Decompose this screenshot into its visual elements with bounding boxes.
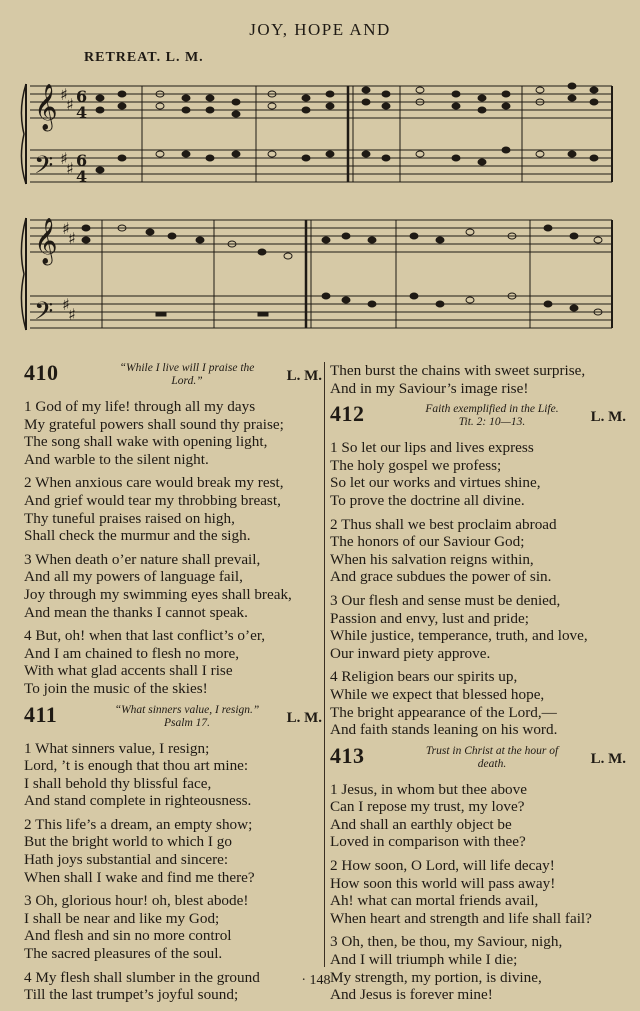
music-score: [0, 70, 640, 360]
verse-line: 1 So let our lips and lives express: [330, 439, 534, 457]
verse-line: So let our works and virtues shine,: [330, 474, 541, 492]
bass-staff-1: [30, 150, 612, 182]
verse-line: But the bright world to which I go: [24, 833, 232, 851]
hymn-number: 412: [330, 401, 365, 427]
svg-text:♯: ♯: [62, 219, 70, 238]
verse-line: With what glad accents shall I rise: [24, 662, 233, 680]
verse-line: Joy through my swimming eyes shall break,: [24, 585, 292, 603]
stanza: [24, 816, 322, 886]
stanza: [330, 781, 626, 851]
running-head: JOY, HOPE AND: [249, 20, 391, 39]
svg-text:♯: ♯: [66, 95, 74, 114]
verse-line: Hath joys substantial and sincere:: [24, 851, 229, 869]
hymn-number: 410: [24, 360, 59, 385]
hymn-meter: L. M.: [286, 368, 322, 384]
verse-line: And I will triumph while I die;: [330, 951, 518, 969]
verse-line: Till the last trumpet’s joyful sound;: [24, 986, 239, 1004]
verse-line: And shall an earthly object be: [330, 815, 512, 833]
verse-line: 2 When anxious care would break my rest,: [24, 474, 284, 492]
tune-heading: RETREAT. L. M.: [84, 50, 204, 65]
stanza: [24, 398, 322, 468]
stanza: [24, 740, 322, 810]
verse-line: The holy gospel we profess;: [330, 456, 502, 474]
stanza: [330, 933, 626, 1003]
verse-line: When shall I wake and find me there?: [24, 868, 255, 886]
verse-line: And flesh and sin no more control: [24, 927, 232, 945]
hymn-title: “While I live will I praise the Lord.”: [119, 362, 255, 387]
verse-line: Our inward piety approve.: [330, 644, 491, 662]
verse-line: 2 Thus shall we best proclaim abroad: [330, 515, 557, 533]
treble-staff-2: [30, 220, 612, 252]
svg-text:4: 4: [76, 103, 88, 122]
verse-line: While we expect that blessed hope,: [330, 685, 545, 703]
verse-line: How soon this world will pass away!: [330, 874, 556, 892]
verse-line: And grace subdues the power of sin.: [330, 568, 552, 586]
stanza: [330, 439, 626, 509]
hymn-meter: L. M.: [286, 709, 322, 726]
verse-line: Lord, ’t is enough that thou art mine:: [24, 757, 249, 775]
verse-line: 3 Oh, glorious hour! oh, blest abode!: [24, 892, 249, 910]
verse-line: 4 But, oh! when that last conflict’s o’er,: [24, 627, 266, 645]
hymn-meter: L. M.: [590, 409, 626, 426]
verse-line: 2 This life’s a dream, an empty show;: [24, 815, 253, 833]
verse-line: My grateful powers shall sound thy praise;: [24, 415, 284, 433]
verse-line: While justice, temperance, truth, and love,: [330, 627, 588, 645]
stanza: [24, 474, 322, 544]
verse-line: The sacred pleasures of the soul.: [24, 945, 223, 963]
verse-line: 3 Our flesh and sense must be denied,: [330, 591, 561, 609]
verse-line: 1 God of my life! through all my days: [24, 398, 256, 415]
verse-line: Then burst the chains with sweet surprise,: [330, 362, 586, 379]
verse-line: The bright appearance of the Lord,—: [330, 703, 557, 721]
verse-line: 1 What sinners value, I resign;: [24, 739, 210, 757]
hymn-number: 413: [330, 742, 365, 768]
clefs-keys-2: [34, 218, 76, 332]
svg-text:♯: ♯: [60, 149, 68, 168]
clefs-keys-1: [34, 84, 87, 186]
svg-text:♯: ♯: [60, 85, 68, 104]
hymn-411-header: [24, 701, 322, 740]
verse-line: And warble to the silent night.: [24, 450, 209, 468]
verse-line: Passion and envy, lust and pride;: [330, 609, 529, 627]
verse-line: And faith stands leaning on his word.: [330, 721, 558, 739]
svg-text:𝄞: 𝄞: [34, 84, 58, 130]
hymn-412-header: [330, 403, 626, 439]
verse-line: My strength, my portion, is divine,: [330, 968, 542, 986]
column-divider: [324, 362, 325, 967]
hymn-meter: L. M.: [590, 750, 626, 767]
stanza: [24, 627, 322, 697]
verse-line: Can I repose my trust, my love?: [330, 798, 525, 816]
verse-line: And in my Saviour’s image rise!: [330, 379, 529, 397]
stanza: [330, 516, 626, 586]
svg-text:𝄢: 𝄢: [34, 297, 54, 332]
verse-line: And I am chained to flesh no more,: [24, 644, 240, 662]
hymn-number: 411: [24, 701, 58, 727]
page-number: · 148 ·: [301, 973, 339, 988]
svg-text:4: 4: [76, 167, 88, 186]
verse-line: The honors of our Saviour God;: [330, 533, 525, 551]
verse-line: When his salvation reigns within,: [330, 550, 534, 568]
stanza: [24, 892, 322, 962]
hymn-title: “What sinners value, I resign.” Psalm 17.: [114, 703, 260, 729]
stanza: [24, 551, 322, 621]
stanza: [330, 857, 626, 927]
svg-text:𝄞: 𝄞: [34, 218, 58, 264]
verse-line: 3 Oh, then, be thou, my Saviour, nigh,: [330, 933, 563, 951]
verse-line: And Jesus is forever mine!: [330, 986, 493, 1004]
verse-line: And all my powers of language fail,: [24, 568, 243, 586]
verse-line: I shall be near and like my God;: [24, 909, 220, 927]
bass-staff-2: [30, 296, 612, 328]
verse-line: 4 My flesh shall slumber in the ground: [24, 968, 260, 986]
verse-line: And grief would tear my throbbing breast,: [24, 491, 281, 509]
verse-line: The song shall wake with opening light,: [24, 433, 268, 451]
hymn-410-header: [24, 362, 322, 398]
treble-staff-1: [30, 86, 612, 118]
verse-line: And stand complete in righteousness.: [24, 792, 252, 810]
svg-text:♯: ♯: [68, 229, 76, 248]
verse-line: 2 How soon, O Lord, will life decay!: [330, 857, 555, 875]
left-column: [24, 362, 322, 1010]
svg-text:♯: ♯: [62, 295, 70, 314]
continuation-stanza: [330, 362, 626, 397]
stanza: [330, 668, 626, 738]
stanza: [330, 592, 626, 662]
verse-line: Thy tuneful praises raised on high,: [24, 509, 235, 527]
right-column: [330, 362, 626, 1010]
verse-line: To prove the doctrine all divine.: [330, 491, 525, 509]
verse-line: 4 Religion bears our spirits up,: [330, 668, 518, 686]
verse-line: 3 When death o’er nature shall prevail,: [24, 550, 261, 568]
hymn-title: Trust in Christ at the hour of death.: [425, 744, 559, 770]
hymn-413-header: [330, 742, 626, 781]
notes-2: [82, 225, 602, 316]
verse-line: Loved in comparison with thee?: [330, 833, 526, 851]
svg-text:♯: ♯: [68, 305, 76, 324]
verse-line: And mean the thanks I cannot speak.: [24, 603, 248, 621]
svg-text:𝄢: 𝄢: [34, 151, 54, 186]
hymn-title: Faith exemplified in the Life. Tit. 2: 10—13.: [425, 403, 559, 429]
verse-line: I shall behold thy blissful face,: [24, 774, 212, 792]
svg-text:6: 6: [76, 87, 88, 106]
verse-line: To join the music of the skies!: [24, 679, 208, 697]
staff-system-1: [21, 84, 612, 184]
staff-system-2: [21, 218, 612, 330]
verse-line: Shall check the murmur and the sigh.: [24, 527, 251, 545]
svg-text:♯: ♯: [66, 159, 74, 178]
svg-text:6: 6: [76, 151, 88, 170]
verse-line: 1 Jesus, in whom but thee above: [330, 780, 527, 798]
verse-line: When heart and strength and life shall fail?: [330, 909, 592, 927]
verse-line: Ah! what can mortal friends avail,: [330, 892, 539, 910]
